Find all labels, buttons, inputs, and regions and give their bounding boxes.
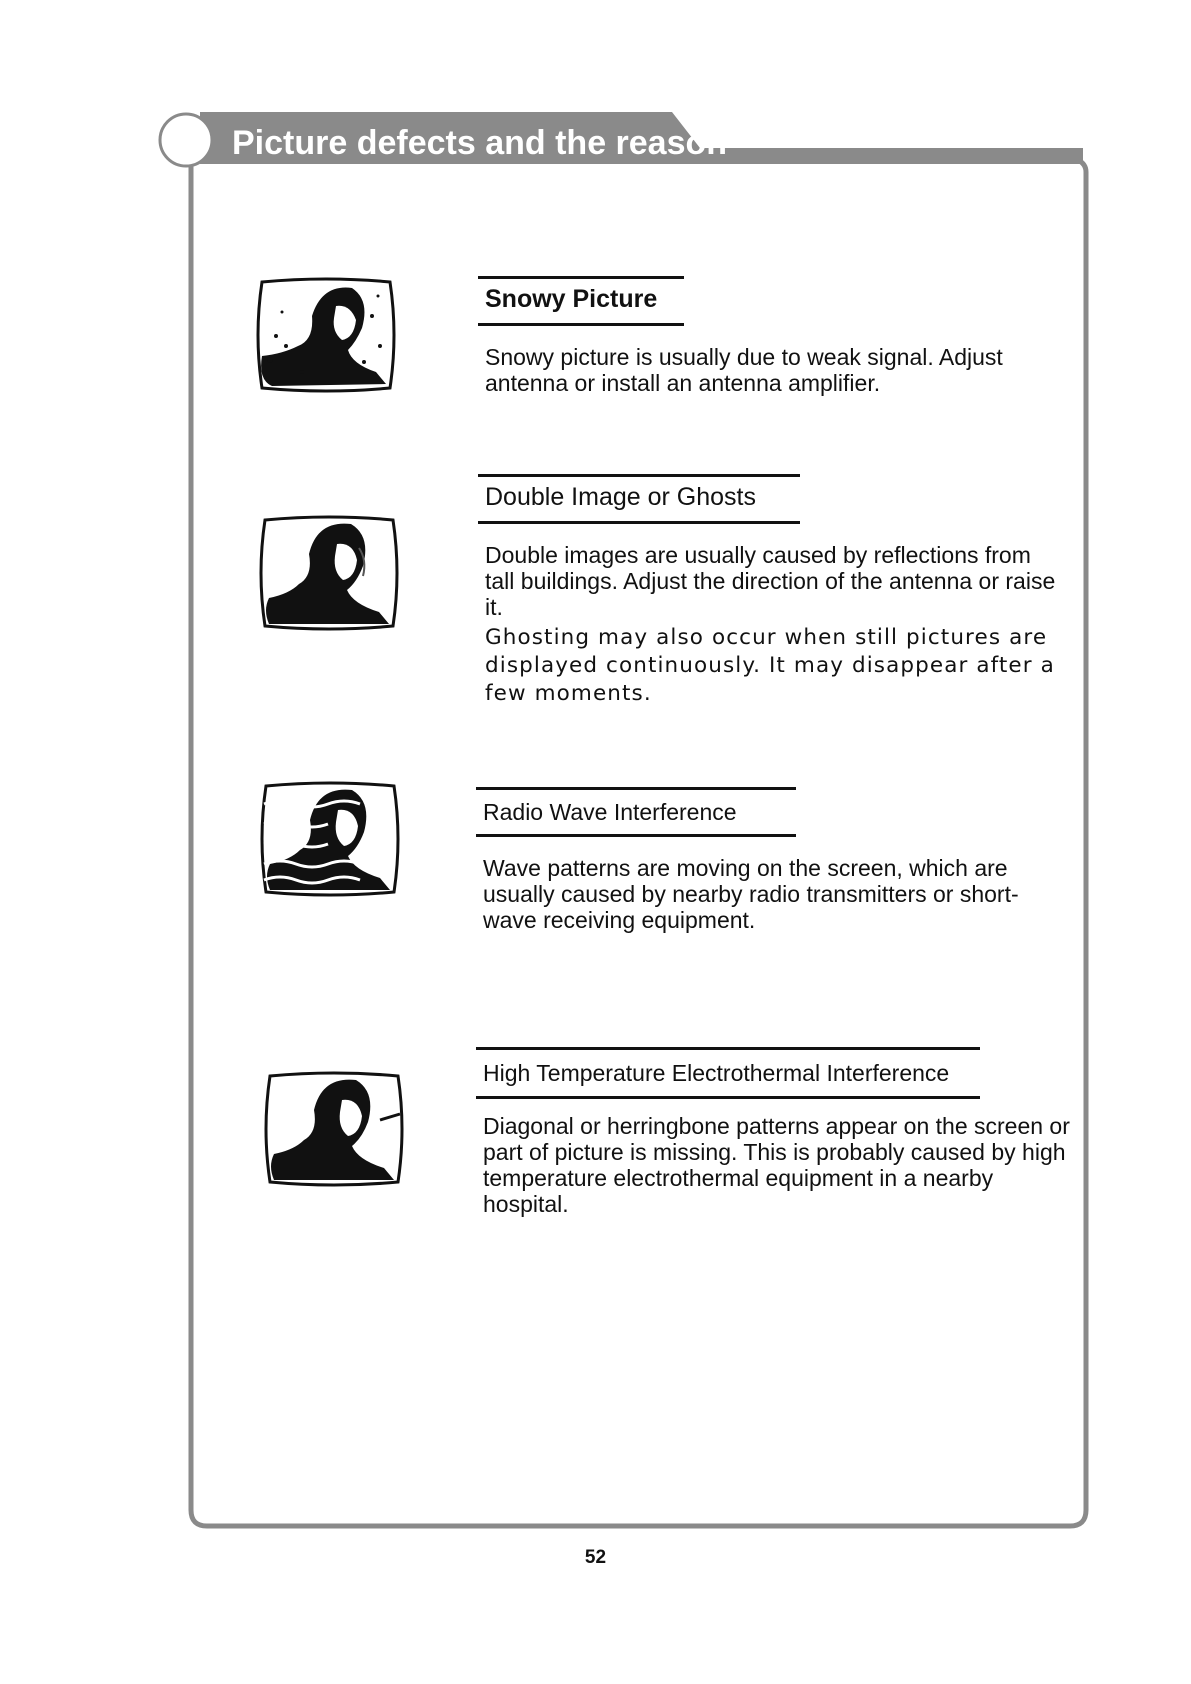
- section-bottom-rule: [478, 521, 800, 524]
- section-bottom-rule: [476, 1096, 980, 1099]
- section-description: Double images are usually caused by reflections from tall buildings. Adjust the direction of the antenna or raise it.: [485, 542, 1056, 620]
- section-description: Diagonal or herringbone patterns appear on the screen or part of picture is missing. This is probably caused by high temperature electrothermal equipment in a nearby hospital.: [483, 1113, 1070, 1217]
- section-description: Wave patterns are moving on the screen, which are usually caused by nearby radio transmitters or short-wave receiving equipment.: [483, 855, 1019, 933]
- section-title: Double Image or Ghosts: [485, 483, 756, 511]
- page-title: Picture defects and the reason: [232, 124, 728, 162]
- section-top-rule: [478, 276, 684, 279]
- header-circle-icon: [160, 114, 212, 166]
- section-top-rule: [476, 787, 796, 790]
- section-bottom-rule: [478, 323, 684, 326]
- tv-snowy-icon: [252, 276, 400, 394]
- section-title: Snowy Picture: [485, 285, 658, 313]
- tv-wave-icon: [256, 780, 404, 898]
- tv-herringbone-icon: [260, 1070, 408, 1188]
- section-description: Snowy picture is usually due to weak signal. Adjust antenna or install an antenna amplifier.: [485, 344, 1003, 396]
- section-bottom-rule: [476, 834, 796, 837]
- section-electrothermal: [476, 1047, 1076, 1227]
- section-title: Radio Wave Interference: [483, 799, 737, 825]
- section-top-rule: [478, 474, 800, 477]
- tv-ghost-icon: [255, 514, 403, 632]
- section-top-rule: [476, 1047, 980, 1050]
- section-double-image: [478, 474, 1078, 714]
- section-description-extra: Ghosting may also occur when still pictures are displayed continuously. It may disappear after a few moments.: [485, 625, 1055, 706]
- page-number: 52: [584, 1547, 607, 1568]
- section-title: High Temperature Electrothermal Interference: [483, 1060, 950, 1086]
- section-snowy-picture: [478, 276, 1078, 406]
- section-radio-wave: [476, 787, 1076, 937]
